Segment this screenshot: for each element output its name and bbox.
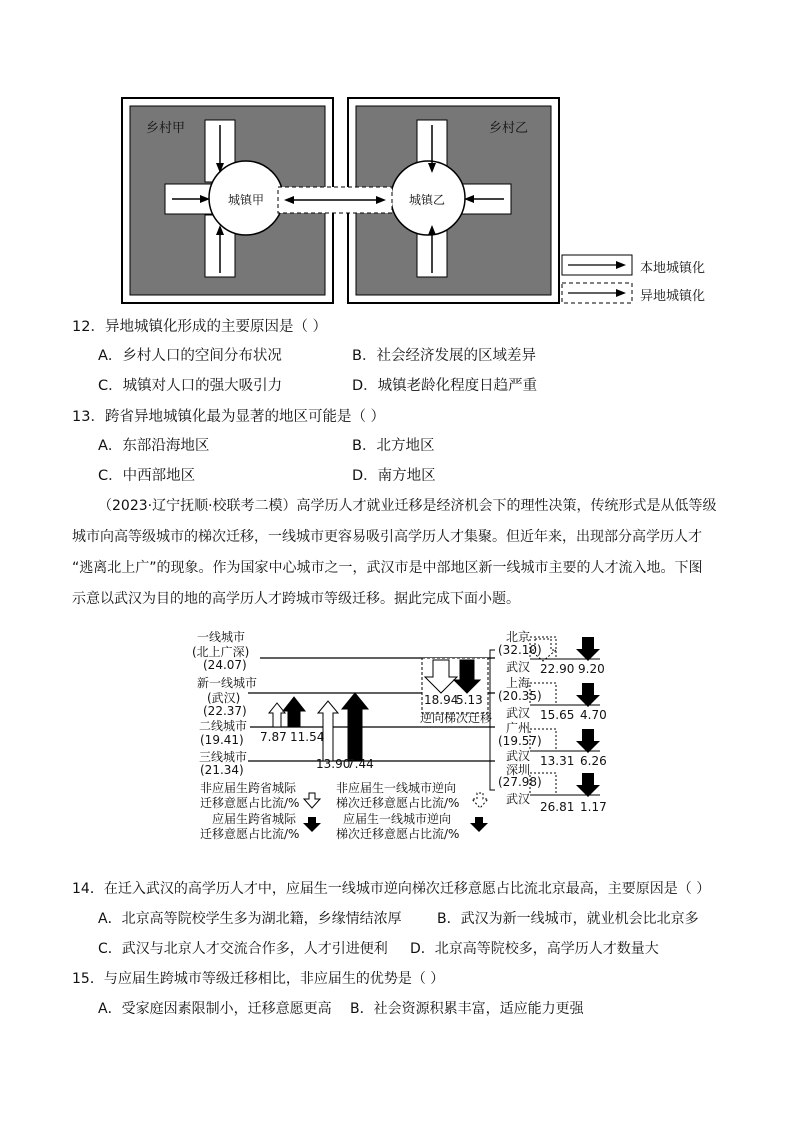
- village-a-label: 乡村甲: [146, 121, 186, 136]
- city-beijing-flow-2: 9.20: [578, 662, 605, 676]
- second-tier-flow-nonfresh: 7.87: [260, 730, 287, 744]
- legend-fresh-intercity-2: 迁移意愿占比流/%: [200, 827, 300, 841]
- level-4-name: 三线城市: [199, 750, 248, 764]
- city-beijing-flow-1: 22.90: [540, 662, 575, 676]
- legend-remote-label: 异地城镇化: [640, 289, 706, 304]
- q14-stem: 14．在迁入武汉的高学历人才中，应届生一线城市逆向梯次迁移意愿占比流北京最高，主要原因是（ ）: [72, 881, 711, 897]
- q14-option-c: C．武汉与北京人才交流合作多，人才引进便利: [98, 941, 388, 957]
- q12-option-b: B．社会经济发展的区域差异: [352, 348, 536, 364]
- q13-option-c: C．中西部地区: [98, 468, 196, 484]
- city-shanghai-name: 上海: [506, 676, 531, 690]
- q12-option-c: C．城镇对人口的强大吸引力: [98, 378, 283, 394]
- level-3-value: (19.41): [200, 733, 244, 747]
- level-1-sub: (北上广深): [192, 645, 250, 659]
- q14-option-d: D．北京高等院校多，高学历人才数量大: [410, 941, 659, 957]
- legend-nonfresh-reverse-2: 梯次迁移意愿占比流/%: [336, 796, 460, 810]
- village-b-label: 乡村乙: [489, 121, 529, 136]
- city-guangzhou-flow-1: 13.31: [540, 754, 575, 768]
- city-guangzhou-name: 广州: [506, 721, 531, 735]
- second-tier-flow-fresh: 11.54: [290, 730, 325, 744]
- passage-line-1: （2023·辽宁抚顺·校联考二模）高学历人才就业迁移是经济机会下的理性决策，传统形式是从低等级: [98, 498, 717, 514]
- city-shanghai-flow-2: 4.70: [580, 708, 607, 722]
- q15-option-a: A．受家庭因素限制小，迁移意愿更高: [98, 1001, 332, 1017]
- legend-local-label: 本地城镇化: [640, 261, 706, 276]
- third-tier-flow-fresh: 7.44: [347, 757, 374, 771]
- q13-option-a: A．东部沿海地区: [98, 438, 210, 454]
- q14-option-a: A．北京高等院校学生多为湖北籍，乡缘情结浓厚: [98, 911, 402, 927]
- first-tier-flow-fresh: 5.13: [456, 693, 483, 707]
- first-tier-flow-nonfresh: 18.94: [424, 693, 459, 707]
- city-guangzhou-value: (19.57): [498, 734, 542, 748]
- q14-option-b: B．武汉为新一线城市，就业机会比北京多: [437, 911, 699, 927]
- city-shenzhen-name: 深圳: [506, 763, 531, 777]
- q13-stem: 13．跨省异地城镇化最为显著的地区可能是（ ）: [72, 409, 386, 425]
- town-a-label: 城镇甲: [228, 193, 265, 207]
- q15-option-b: B．社会资源积累丰富，适应能力更强: [350, 1001, 584, 1017]
- city-shenzhen-dest: 武汉: [506, 792, 531, 806]
- city-guangzhou-flow-2: 6.26: [580, 754, 607, 768]
- legend-nonfresh-intercity-1: 非应届生跨省城际: [200, 781, 297, 795]
- legend-fresh-reverse-1: 应届生一线城市逆向: [343, 812, 452, 826]
- level-1-name: 一线城市: [197, 630, 246, 644]
- legend-nonfresh-intercity-2: 迁移意愿占比流/%: [200, 796, 300, 810]
- q12-option-a: A．乡村人口的空间分布状况: [98, 348, 282, 364]
- legend-nonfresh-reverse-1: 非应届生一线城市逆向: [336, 781, 457, 795]
- city-shanghai-value: (20.35): [498, 689, 542, 703]
- third-tier-flow-nonfresh: 13.90: [316, 757, 351, 771]
- passage-line-2: 城市向高等级城市的梯次迁移，一线城市更容易吸引高学历人才集聚。但近年来，出现部分高学历人才: [72, 529, 702, 545]
- city-shenzhen-flow-2: 1.17: [580, 800, 607, 814]
- q15-stem: 15．与应届生跨城市等级迁移相比，非应届生的优势是（ ）: [72, 971, 445, 987]
- legend-fresh-intercity-1: 应届生跨省城际: [212, 812, 297, 826]
- level-3-name: 二线城市: [199, 719, 248, 733]
- q13-option-d: D．南方地区: [352, 468, 436, 484]
- level-2-name: 新一线城市: [197, 676, 258, 690]
- city-shanghai-dest: 武汉: [506, 706, 531, 720]
- passage-line-4: 示意以武汉为目的地的高学历人才跨城市等级迁移。据此完成下面小题。: [72, 591, 520, 607]
- reverse-migration-label: 逆向梯次迁移: [420, 711, 493, 725]
- q12-option-d: D．城镇老龄化程度日趋严重: [352, 378, 538, 394]
- city-beijing-dest: 武汉: [506, 660, 531, 674]
- level-2-value: (22.37): [203, 704, 247, 718]
- q12-stem: 12．异地城镇化形成的主要原因是（ ）: [72, 319, 328, 335]
- city-shenzhen-flow-1: 26.81: [540, 800, 575, 814]
- city-beijing-name: 北京: [506, 630, 531, 644]
- city-shanghai-flow-1: 15.65: [540, 708, 575, 722]
- town-b-label: 城镇乙: [409, 193, 446, 207]
- q13-option-b: B．北方地区: [352, 438, 435, 454]
- city-beijing-value: (32.10): [498, 643, 542, 657]
- city-shenzhen-value: (27.98): [498, 775, 542, 789]
- level-1-value: (24.07): [203, 658, 247, 672]
- level-2-sub: (武汉): [207, 691, 241, 705]
- city-guangzhou-dest: 武汉: [506, 749, 531, 763]
- level-4-value: (21.34): [200, 763, 244, 777]
- passage-line-3: “逃离北上广”的现象。作为国家中心城市之一，武汉市是中部地区新一线城市主要的人才流入地。下图: [72, 560, 703, 576]
- legend-fresh-reverse-2: 梯次迁移意愿占比流/%: [336, 827, 460, 841]
